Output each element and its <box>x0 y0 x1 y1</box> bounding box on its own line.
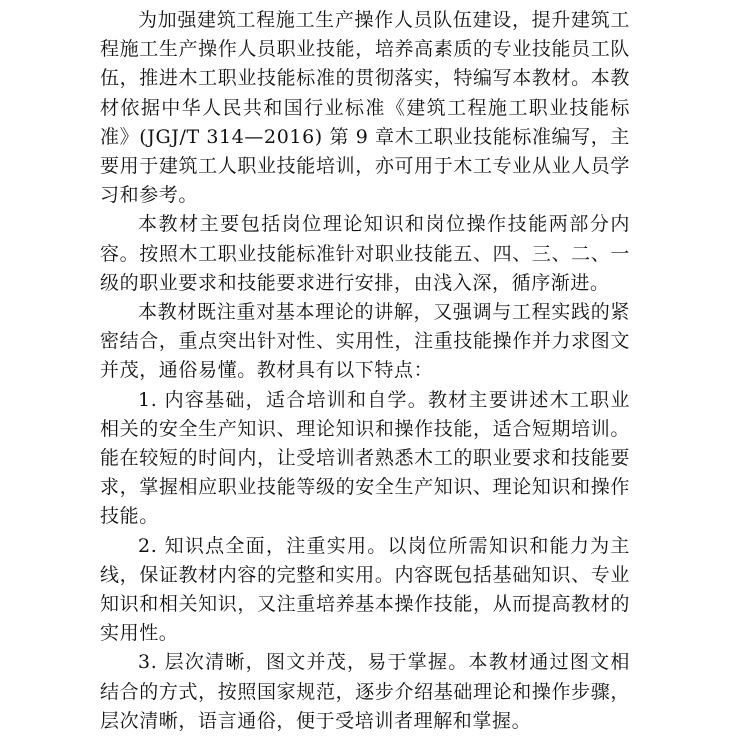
document-page <box>100 6 630 736</box>
paragraph-feature-3: 3. 层次清晰，图文并茂，易于掌握。本教材通过图文相结合的方式，按照国家规范，逐步介绍基础理论和操作步骤，层次清晰，语言通俗，便于受培训者理解和掌握。 <box>100 651 630 732</box>
paragraph-feature-1: 1. 内容基础，适合培训和自学。教材主要讲述木工职业相关的安全生产知识、理论知识和操作技能，适合短期培训。能在较短的时间内，让受培训者熟悉木工的职业要求和技能要求，掌握相应职业技能等级的安全生产知识、理论知识和操作技能。 <box>100 388 630 528</box>
paragraph-intro: 为加强建筑工程施工生产操作人员队伍建设，提升建筑工程施工生产操作人员职业技能，培养高素质的专业技能员工队伍，推进木工职业技能标准的贯彻落实，特编写本教材。本教材依据中华人民共和国行业标准《建筑工程施工职业技能标准》(JGJ/T 314—2016) 第 9 章木工职业技能标准编写，主要用于建筑工人职业技能培训，亦可用于木工专业从业人员学习和参考。 <box>100 9 630 207</box>
paragraph-approach: 本教材既注重对基本理论的讲解，又强调与工程实践的紧密结合，重点突出针对性、实用性，注重技能操作并力求图文并茂，通俗易懂。教材具有以下特点： <box>100 301 630 382</box>
paragraph-feature-2: 2. 知识点全面，注重实用。以岗位所需知识和能力为主线，保证教材内容的完整和实用。内容既包括基础知识、专业知识和相关知识，又注重培养基本操作技能，从而提高教材的实用性。 <box>100 534 630 645</box>
paragraph-content-overview: 本教材主要包括岗位理论知识和岗位操作技能两部分内容。按照木工职业技能标准针对职业技能五、四、三、二、一级的职业要求和技能要求进行安排，由浅入深，循序渐进。 <box>100 213 630 294</box>
